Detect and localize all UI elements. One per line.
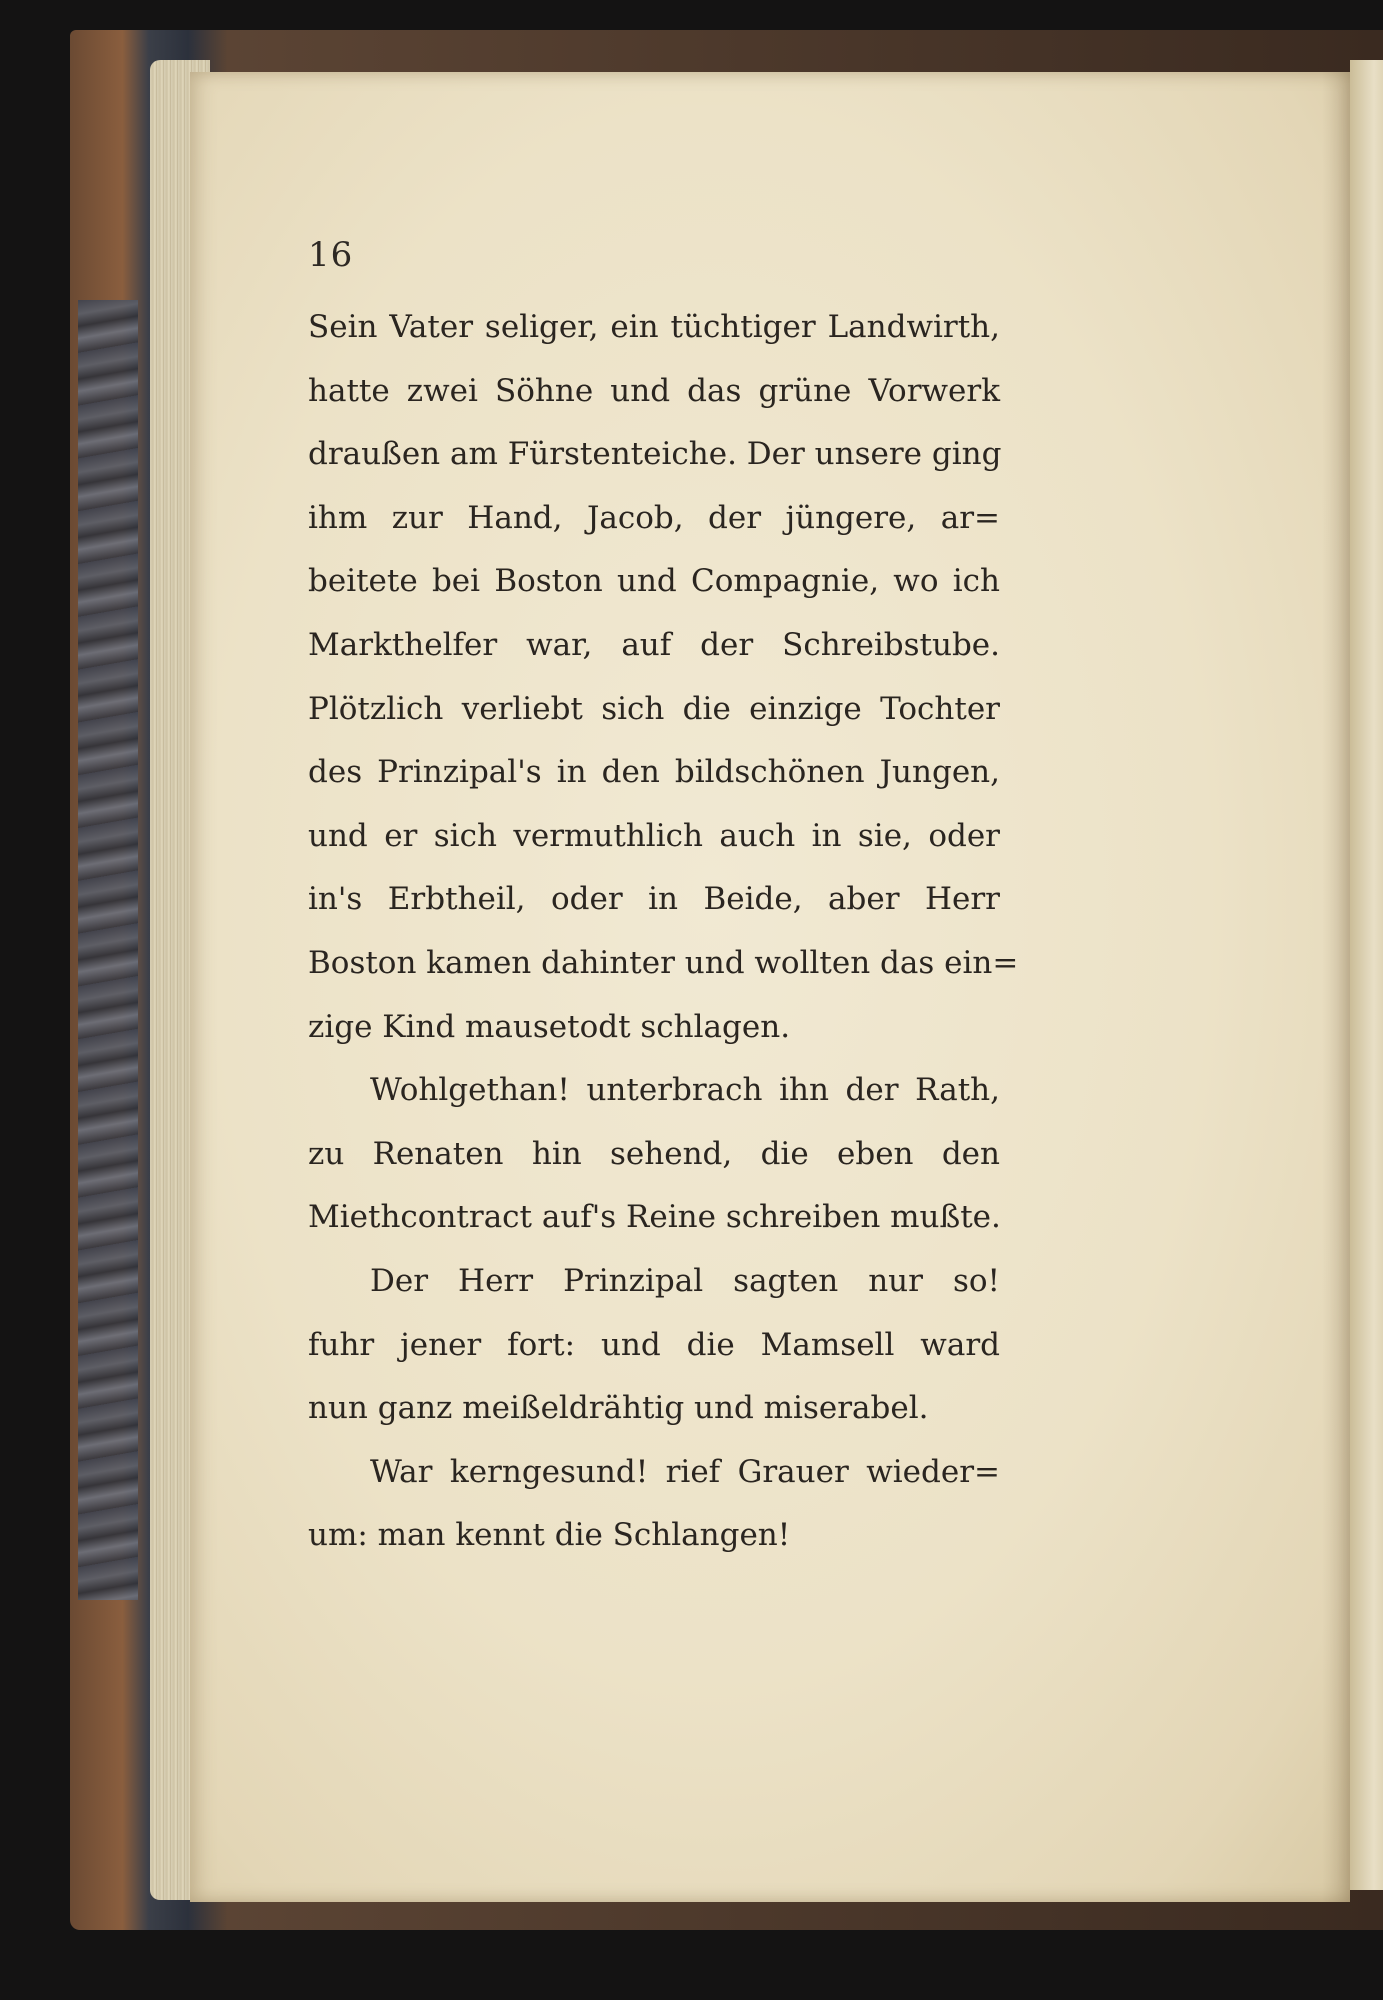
text-line: Sein Vater seliger, ein tüchtiger Landwirth, bbox=[308, 309, 1000, 345]
text-line: um: man kennt die Schlangen! bbox=[308, 1517, 791, 1554]
text-line: draußen am Fürstenteiche. Der unsere ging bbox=[308, 436, 1002, 473]
text-line: Plötzlich verliebt sich die einzige Tochter bbox=[308, 690, 1000, 727]
text-line: des Prinzipal's in den bildschönen Jungen, bbox=[308, 754, 1000, 791]
text-line: Miethcontract auf's Reine schreiben mußte. bbox=[308, 1199, 1001, 1236]
text-line: zu Renaten hin sehend, die eben den bbox=[308, 1135, 1000, 1172]
text-line: Der Herr Prinzipal sagten nur so! bbox=[370, 1262, 1000, 1299]
text-line: Markthelfer war, auf der Schreibstube. bbox=[308, 626, 1000, 663]
text-line: nun ganz meißeldrähtig und miserabel. bbox=[308, 1390, 929, 1427]
page-number: 16 bbox=[308, 235, 354, 275]
text-line: Boston kamen dahinter und wollten das ein= bbox=[308, 944, 1019, 981]
text-line: beitete bei Boston und Compagnie, wo ich bbox=[308, 563, 1000, 600]
marbled-spine bbox=[78, 300, 138, 1600]
text-line: hatte zwei Söhne und das grüne Vorwerk bbox=[308, 372, 1000, 409]
facing-page-edge bbox=[1350, 60, 1383, 1890]
text-line: Wohlgethan! unterbrach ihn der Rath, bbox=[370, 1072, 1000, 1109]
text-line: ihm zur Hand, Jacob, der jüngere, ar= bbox=[308, 499, 1000, 536]
text-line: in's Erbtheil, oder in Beide, aber Herr bbox=[308, 881, 1000, 918]
text-line: zige Kind mausetodt schlagen. bbox=[308, 1008, 791, 1045]
text-line: War kerngesund! rief Grauer wieder= bbox=[370, 1453, 1000, 1490]
page-text bbox=[308, 235, 1019, 1568]
text-line: und er sich vermuthlich auch in sie, oder bbox=[308, 817, 1000, 854]
text-line: fuhr jener fort: und die Mamsell ward bbox=[308, 1326, 1000, 1363]
page-gutter-shadow bbox=[1322, 72, 1350, 1902]
